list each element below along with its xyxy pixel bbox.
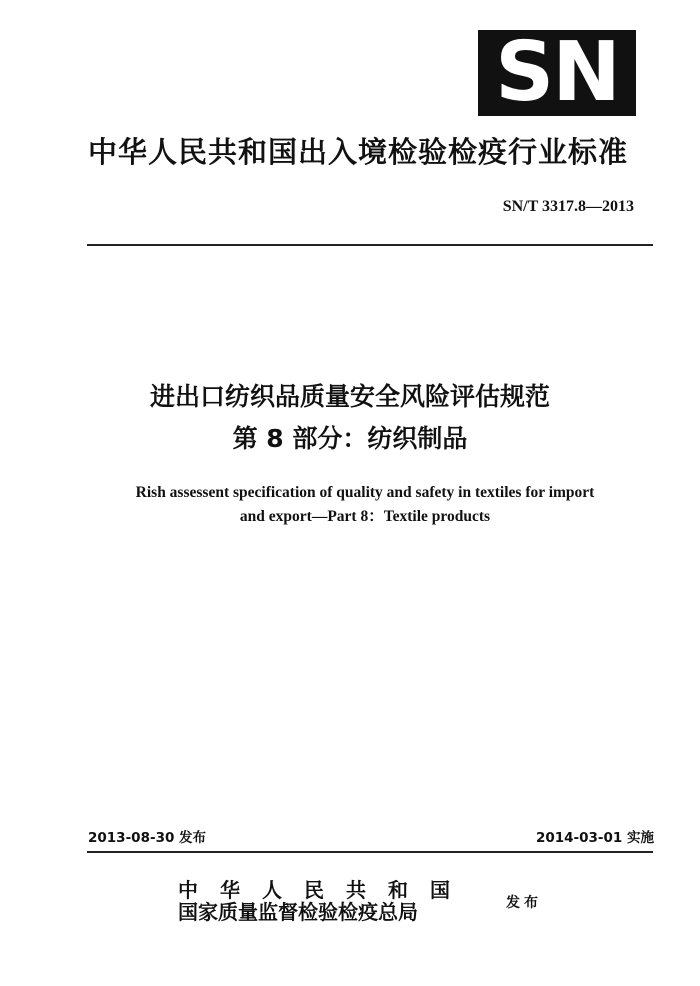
issuing-industry-title: 中华人民共和国出入境检验检疫行业标准 <box>88 135 629 169</box>
top-divider <box>87 244 653 246</box>
title-chinese-line-1: 进出口纺织品质量安全风险评估规范 <box>149 382 550 411</box>
publisher-line-2: 国家质量监督检验检疫总局 <box>178 900 418 924</box>
title-chinese-line-2: 第 8 部分：纺织制品 <box>232 424 468 453</box>
bottom-divider <box>87 851 653 853</box>
publish-label: 发布 <box>506 895 542 911</box>
publisher-line-1: 中华人民共和国 <box>178 878 472 902</box>
title-english-line-2: and export—Part 8：Textile products <box>239 508 491 525</box>
sn-logo: SN <box>478 30 636 116</box>
issue-date: 2013-08-30 发布 <box>88 830 207 846</box>
implementation-date: 2014-03-01 实施 <box>535 830 654 846</box>
standard-number: SN/T 3317.8—2013 <box>502 198 634 215</box>
title-english-line-1: Rish assessent specification of quality and safety in textiles for import <box>135 484 595 501</box>
